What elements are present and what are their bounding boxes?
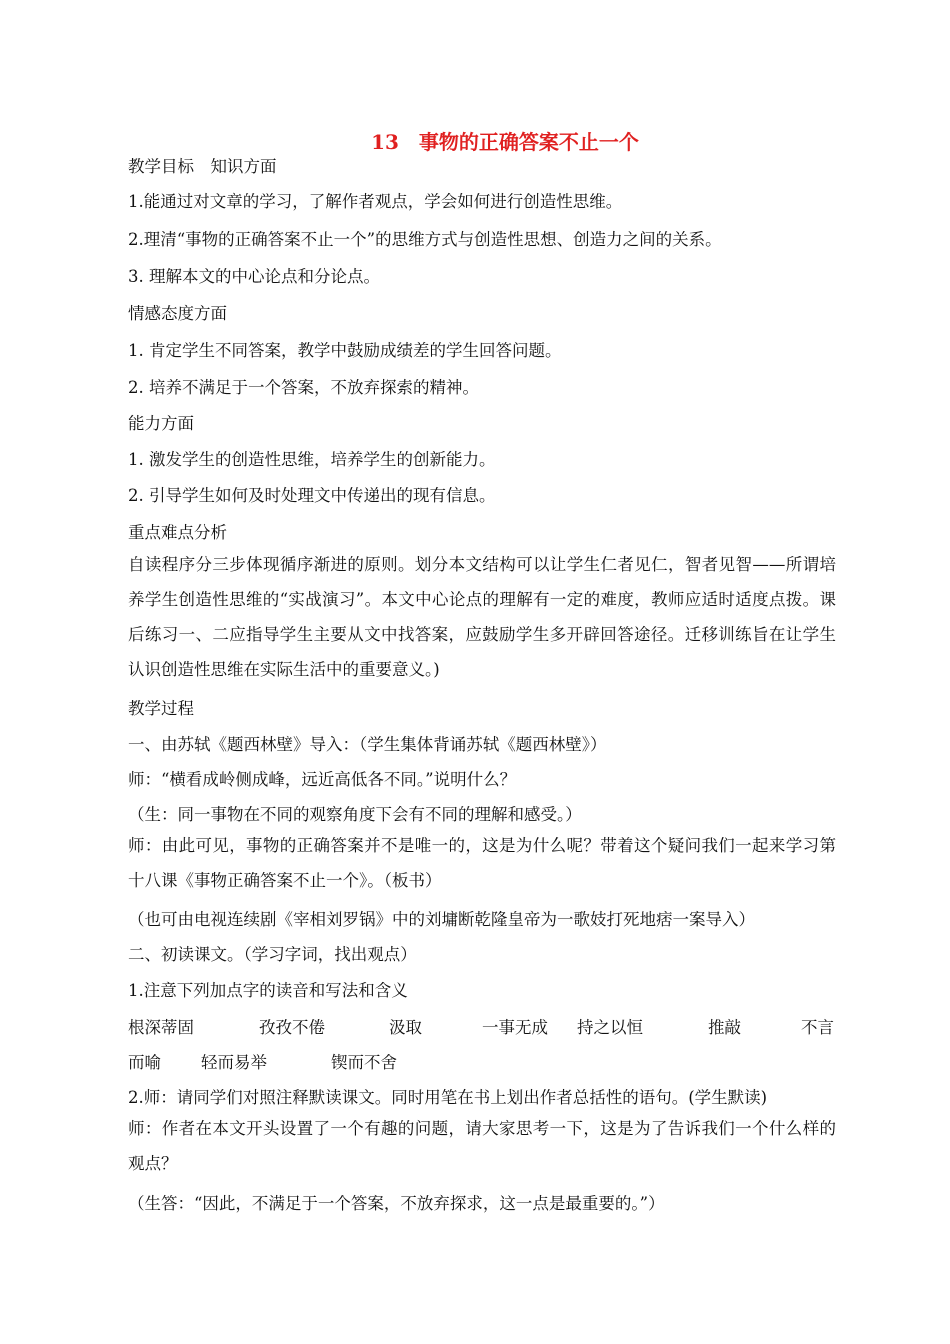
term: 持之以恒 [577, 1018, 643, 1037]
note-2: 2.师：请同学们对照注释默读课文。同时用笔在书上划出作者总括性的语句。(学生默读) [128, 1088, 768, 1107]
knowledge-item-3: 3. 理解本文的中心论点和分论点。 [128, 267, 380, 286]
emotion-item-2: 2. 培养不满足于一个答案，不放弃探索的精神。 [128, 378, 479, 397]
term: 汲取 [389, 1018, 422, 1037]
step-2: 二、初读课文。（学习字词，找出观点） [128, 945, 417, 964]
process-heading: 教学过程 [128, 699, 194, 718]
page-title: 13 事物的正确答案不止一个 [371, 130, 639, 154]
note-1: 1.注意下列加点字的读音和写法和含义 [128, 981, 408, 1000]
term: 轻而易举 [201, 1053, 267, 1072]
teacher-line-1: 师：“横看成岭侧成峰，远近高低各不同。”说明什么？ [128, 770, 517, 789]
ability-item-2: 2. 引导学生如何及时处理文中传递出的现有信息。 [128, 486, 496, 505]
student-line-1: （生：同一事物在不同的观察角度下会有不同的理解和感受。） [128, 805, 582, 824]
teacher-line-2: 师：由此可见，事物的正确答案并不是唯一的，这是为什么呢？带着这个疑问我们一起来学习第十八课《事物正确答案不止一个》。（板书） [128, 836, 836, 890]
term: 推敲 [708, 1018, 741, 1037]
student-line-2: （生答：“因此，不满足于一个答案，不放弃探求，这一点是最重要的。”） [128, 1194, 665, 1213]
key-heading: 重点难点分析 [128, 523, 227, 542]
step-1: 一、由苏轼《题西林壁》导入：（学生集体背诵苏轼《题西林壁》） [128, 735, 607, 754]
ability-heading: 能力方面 [128, 414, 194, 433]
goals-heading: 教学目标 知识方面 [128, 157, 277, 176]
ability-item-1: 1. 激发学生的创造性思维，培养学生的创新能力。 [128, 450, 496, 469]
knowledge-item-2: 2.理清“事物的正确答案不止一个”的思维方式与创造性思想、创造力之间的关系。 [128, 230, 722, 249]
term: 一事无成 [482, 1018, 548, 1037]
emotion-item-1: 1. 肯定学生不同答案，教学中鼓励成绩差的学生回答问题。 [128, 341, 562, 360]
alt-intro: （也可由电视连续剧《宰相刘罗锅》中的刘墉断乾隆皇帝为一歌妓打死地痞一案导入） [128, 910, 755, 929]
knowledge-item-1: 1.能通过对文章的学习，了解作者观点，学会如何进行创造性思维。 [128, 192, 623, 211]
key-paragraph: 自读程序分三步体现循序渐进的原则。划分本文结构可以让学生仁者见仁，智者见智——所谓培养学生创造性思维的“实战演习”。本文中心论点的理解有一定的难度，教师应适时适度点拨。课后练习一、二应指导学生主要从文中找答案，应鼓励学生多开辟回答途径。迁移训练旨在让学生认识创造性思维在实际生活中的重要意义。) [128, 555, 836, 679]
term: 孜孜不倦 [259, 1018, 325, 1037]
term: 锲而不舍 [331, 1053, 397, 1072]
term: 不言 [801, 1018, 834, 1037]
term: 根深蒂固 [128, 1018, 194, 1037]
emotion-heading: 情感态度方面 [128, 304, 227, 323]
term: 而喻 [128, 1053, 161, 1072]
teacher-line-3: 师：作者在本文开头设置了一个有趣的问题，请大家思考一下，这是为了告诉我们一个什么样的观点？ [128, 1119, 836, 1173]
